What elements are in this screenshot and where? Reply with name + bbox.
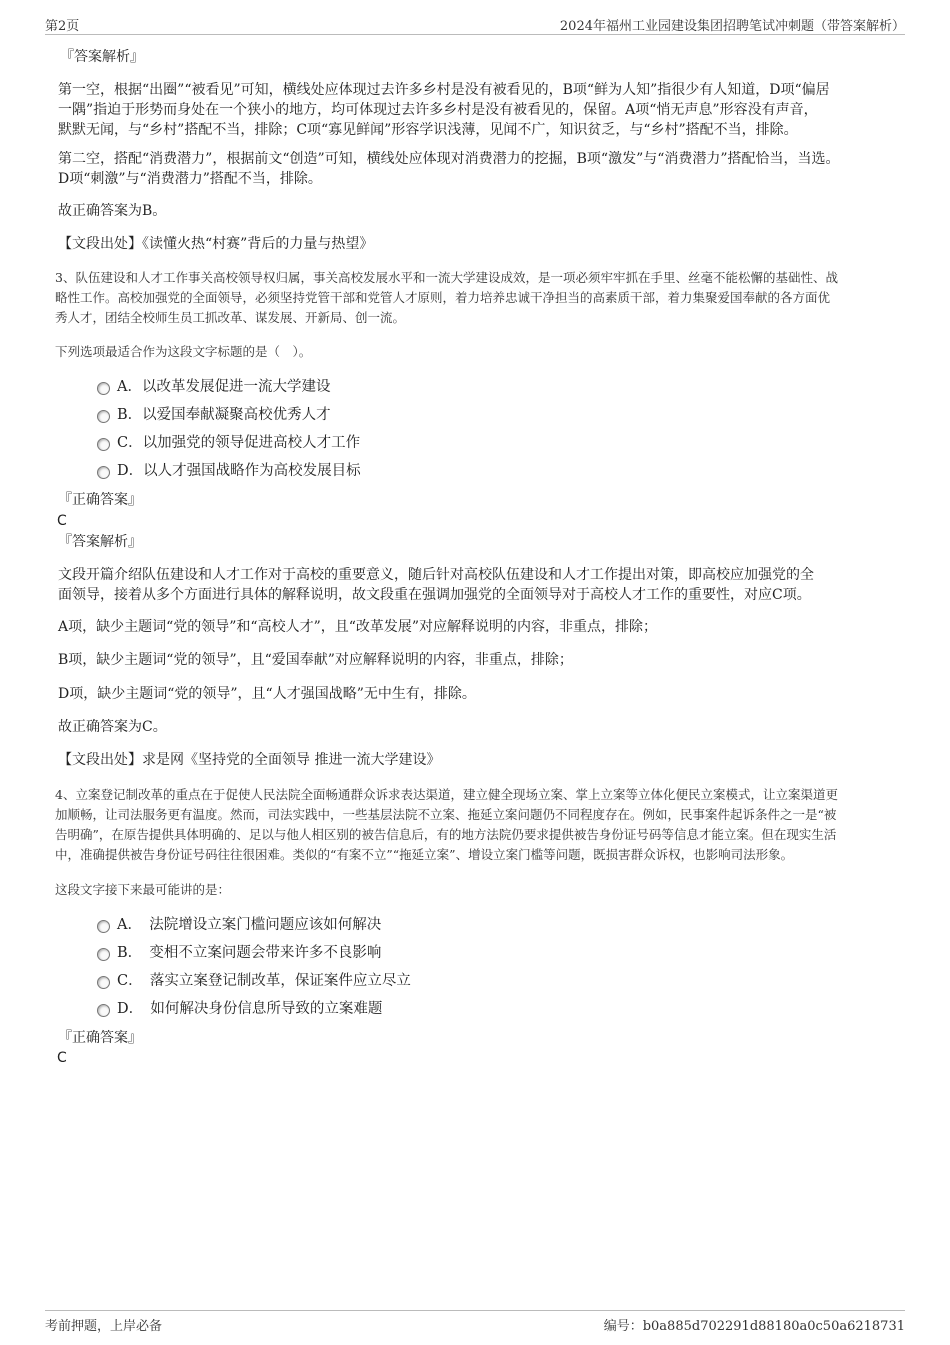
option-label: D．以人才强国战略作为高校发展目标 [117,463,361,479]
text-line: 4、立案登记制改革的重点在于促使人民法院全面畅通群众诉求表达渠道，建立健全现场立案、掌上立案等立体化便民立案模式，让立案渠道更 [55,787,838,802]
option-label: C． 落实立案登记制改革，保证案件应立尽立 [117,973,411,989]
document-code: 编号：b0a885d702291d88180a0c50a6218731 [603,1319,905,1334]
q4-options [55,911,655,1023]
radio-button[interactable] [97,410,110,423]
q3-answer-heading: 『正确答案』 [58,492,142,508]
radio-button[interactable] [97,438,110,451]
q3-stem [55,268,905,328]
radio-button[interactable] [97,948,110,961]
q3-option-b[interactable] [55,401,655,429]
text-line: 一隅”指迫于形势而身处在一个狭小的地方，均可体现过去许多乡村是没有被看见的，保留。A项“悄无声息”形容没有声音， [58,102,818,118]
option-label: C．以加强党的领导促进高校人才工作 [117,435,361,451]
q2-analysis-heading: 『答案解析』 [60,49,144,65]
q3-answer: C [57,513,67,529]
q4-option-c[interactable] [55,967,655,995]
q3-options [55,373,655,485]
q2-analysis-para1 [58,80,908,140]
q4-option-b[interactable] [55,939,655,967]
q3-analysis-para1 [58,565,908,605]
radio-button[interactable] [97,976,110,989]
text-line: 略性工作。高校加强党的全面领导，必须坚持党管干部和党管人才原则，着力培养忠诚干净担当的高素质干部，着力集聚爱国奉献的各方面优 [55,290,831,305]
q4-answer: C [57,1050,67,1066]
q4-option-d[interactable] [55,995,655,1023]
q3-analysis-heading: 『答案解析』 [58,534,142,550]
radio-button[interactable] [97,466,110,479]
text-line: 秀人才，团结全校师生员工抓改革、谋发展、开新局、创一流。 [55,310,406,325]
q4-stem [55,785,905,865]
text-line: 第一空，根据“出圈”“被看见”可知，横线处应体现过去许多乡村是没有被看见的，B项“鲜为人知”指很少有人知道，D项“偏居 [58,82,830,98]
text-line: 第二空，搭配“消费潜力”，根据前文“创造”可知，横线处应体现对消费潜力的挖掘，B项“激发”与“消费潜力”搭配恰当，当选。 [58,151,840,167]
radio-button[interactable] [97,920,110,933]
text-line: 文段开篇介绍队伍建设和人才工作对于高校的重要意义，随后针对高校队伍建设和人才工作提出对策，即高校应加强党的全 [58,567,814,583]
text-line: D项“刺激”与“消费潜力”搭配不当，排除。 [58,171,322,187]
q3-analysis-b: B项，缺少主题词“党的领导”，且“爱国奉献”对应解释说明的内容，非重点，排除； [58,652,573,668]
q3-option-c[interactable] [55,429,655,457]
q4-question: 这段文字接下来最可能讲的是： [55,882,231,897]
text-line: 中，准确提供被告身份证号码往往很困难。类似的“有案不立”“拖延立案”、增设立案门槛等问题，既损害群众诉权，也影响司法形象。 [55,847,794,862]
text-line: 3、队伍建设和人才工作事关高校领导权归属，事关高校发展水平和一流大学建设成效，是一项必须牢牢抓在手里、丝毫不能松懈的基础性、战 [55,270,838,285]
q3-conclusion: 故正确答案为C。 [58,719,167,735]
page-header [45,14,905,35]
q3-question: 下列选项最适合作为这段文字标题的是（ ）。 [55,344,312,359]
option-label: B．以爱国奉献凝聚高校优秀人才 [117,407,331,423]
page-number: 第2页 [45,19,80,34]
q2-conclusion: 故正确答案为B。 [58,203,167,219]
q3-option-a[interactable] [55,373,655,401]
text-line: 默默无闻，与“乡村”搭配不当，排除；C项“寡见鲜闻”形容学识浅薄，见闻不广，知识贫乏，与“乡村”搭配不当，排除。 [58,122,798,138]
text-line: 加顺畅，让司法服务更有温度。然而，司法实践中，一些基层法院不立案、拖延立案问题仍不同程度存在。例如，民事案件起诉条件之一是“被 [55,807,837,822]
option-label: B． 变相不立案问题会带来许多不良影响 [117,945,382,961]
q3-analysis-d: D项，缺少主题词“党的领导”，且“人才强国战略”无中生有，排除。 [58,686,476,702]
q3-source: 【文段出处】求是网《坚持党的全面领导 推进一流大学建设》 [58,752,441,768]
footer-slogan: 考前押题，上岸必备 [45,1319,163,1334]
q3-option-d[interactable] [55,457,655,485]
q4-answer-heading: 『正确答案』 [58,1030,142,1046]
option-label: A． 法院增设立案门槛问题应该如何解决 [117,917,382,933]
q2-analysis-para2 [58,149,908,189]
radio-button[interactable] [97,1004,110,1017]
text-line: 告明确”，在原告提供具体明确的、足以与他人相区别的被告信息后，有的地方法院仍要求提供被告身份证号码等信息才能立案。但在现实生活 [55,827,837,842]
page-footer [45,1310,905,1334]
q3-analysis-a: A项，缺少主题词“党的领导”和“高校人才”，且“改革发展”对应解释说明的内容，非重点，排除； [58,619,658,635]
q4-option-a[interactable] [55,911,655,939]
option-label: D． 如何解决身份信息所导致的立案难题 [117,1001,383,1017]
option-label: A．以改革发展促进一流大学建设 [117,379,331,395]
text-line: 面领导，接着从多个方面进行具体的解释说明，故文段重在强调加强党的全面领导对于高校人才工作的重要性，对应C项。 [58,587,811,603]
q2-source: 【文段出处】《读懂火热“村赛”背后的力量与热望》 [58,236,374,252]
radio-button[interactable] [97,382,110,395]
document-title: 2024年福州工业园建设集团招聘笔试冲刺题（带答案解析） [559,19,905,34]
